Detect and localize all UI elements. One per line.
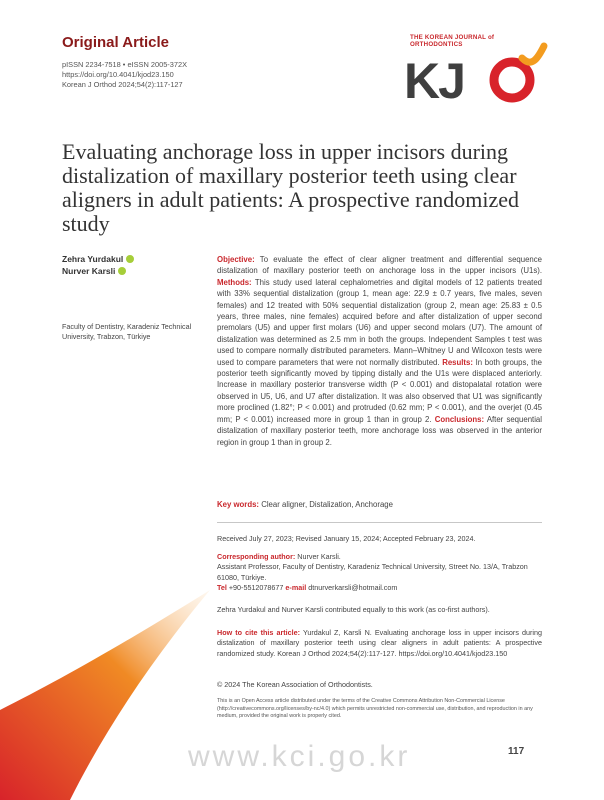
page-number: 117 [508,746,525,757]
how-to-cite: How to cite this article: Yurdakul Z, Karsli N. Evaluating anchorage loss in upper incisors during distalization of maxillary posterior teeth using clear aligners in adult patients: A prospective randomized study. Korean J Orthod 2024;54(2):117-127. https://doi.org/10.4041/kjod23.150 [217,628,542,658]
doi-line[interactable]: https://doi.org/10.4041/kjod23.150 [62,70,174,79]
received-dates: Received July 27, 2023; Revised January 15, 2024; Accepted February 23, 2024. [217,534,476,543]
abstract: Objective: To evaluate the effect of clear aligner treatment and differential sequence distalization of maxillary posterior teeth on anchorage loss in the upper incisors (U1s). Methods: This study used lateral cephalometries and digital models of 12 patients treated with 33% sequential distalization (group 1, mean age: 22.9 ± 0.7 years, five males, seven females) and 12 treated with 50% sequential distalization (group 2, mean age: 25.83 ± 0.5 years, three males, nine females) acquired before and after distalization of upper second premolars (U5) and upper first molars (U6) and upper second molars (U7). The amount of distalization was determined as 2.5 mm in both the groups. Independent Samples t test was used to compare normally distributed parameters. Mann–Whitney U and Wilcoxon tests were used to compare parameters that were not normally distributed. Results: In both groups, the posterior teeth significantly moved by tipping distally and the U1s were displaced anteriorly. Increase in maxillary posterior transverse width (P < 0.001) and distopalatal rotation were observed in U5, U6, and U7 after distalization. It was also observed that U1 was significantly more proclined (1.82°; P < 0.001) and protruded (0.62 mm; P < 0.001), and the overjet (0.45 mm; P < 0.001) increased more in group 1 than in group 2. Conclusions: After sequential distalization of maxillary posterior teeth, more anchorage loss was observed in the anterior region in group 1 than in group 2. [217,255,543,447]
keywords: Key words: Clear aligner, Distalization, Anchorage [217,500,393,509]
author-2: Nurver Karsli [62,266,126,276]
divider [217,522,542,523]
orcid-icon[interactable] [118,267,126,275]
citation-line: Korean J Orthod 2024;54(2):117-127 [62,80,183,89]
publication-ids [62,60,187,90]
watermark: www.kci.go.kr [188,740,411,773]
author-1: Zehra Yurdakul [62,254,134,264]
license-text: This is an Open Access article distributed under the terms of the Creative Commons Attribution Non-Commercial License (http://creativecommons.org/licenses/by-nc/4.0) which permits unrestricted non-commercial use, distribution, and reproduction in any medium, provided the original work is properly cited. [217,698,533,720]
decorative-swoosh [0,560,210,800]
copyright: © 2024 The Korean Association of Orthodontists. [217,680,373,689]
journal-name: THE KOREAN JOURNAL of ORTHODONTICS [410,34,495,48]
article-title: Evaluating anchorage loss in upper incisors during distalization of maxillary posterior teeth using clear aligners in adult patients: A prospective randomized study [62,139,519,236]
correspondence: Corresponding author: Nurver Karsli. Assistant Professor, Faculty of Dentistry, Karadeniz Technical University, Street No. 13/A, Trabzon 61080, Türkiye. Tel +90-5512078677 e-mail dtnurverkarsli@hotmail.com [217,552,528,593]
kjo-logo [404,38,554,108]
email-link[interactable]: dtnurverkarsli@hotmail.com [306,583,398,593]
svg-text:KJ: KJ [404,53,464,108]
section-label: Original Article [62,34,169,51]
issn-line: pISSN 2234-7518 • eISSN 2005-372X [62,60,188,69]
equal-contribution-note: Zehra Yurdakul and Nurver Karsli contributed equally to this work (as co-first authors). [217,605,490,614]
affiliation: Faculty of Dentistry, Karadeniz Technical University, Trabzon, Türkiye [62,322,192,341]
orcid-icon[interactable] [126,255,134,263]
